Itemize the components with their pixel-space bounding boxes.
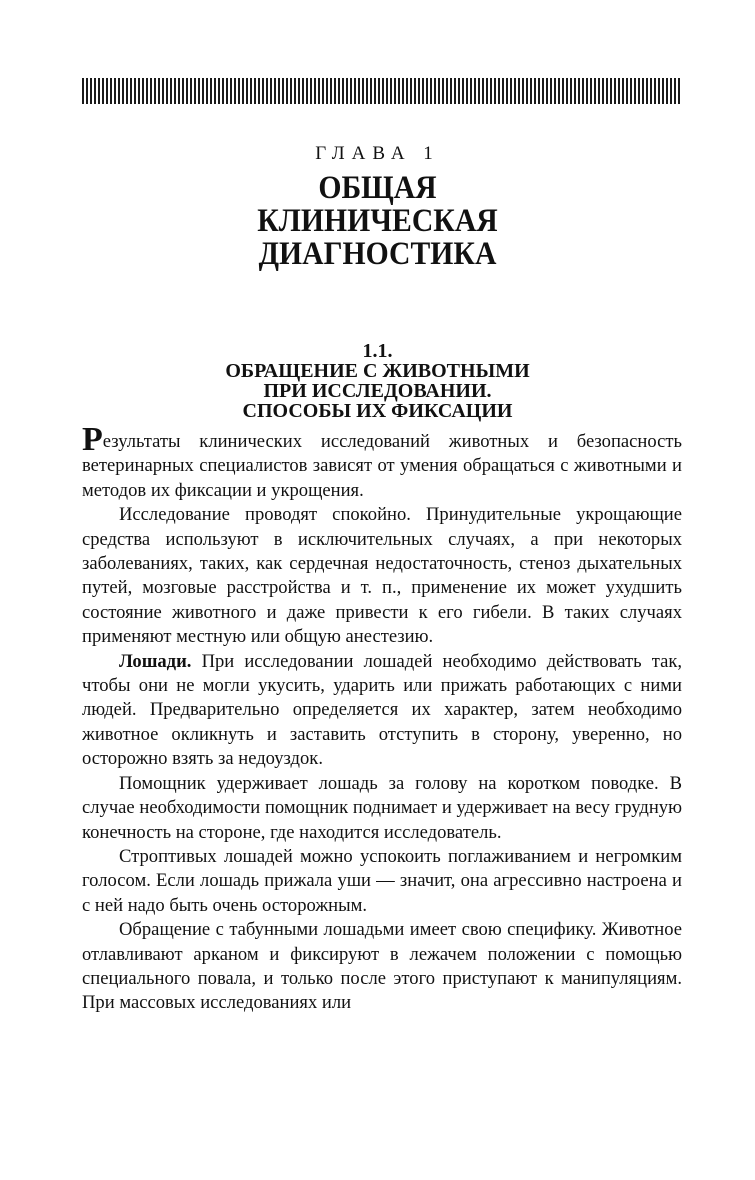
- chapter-title-line: ОБЩАЯ: [318, 170, 437, 206]
- paragraph-text: При исследовании лошадей необходимо действовать так, чтобы они не могли укусить, ударить или прижать работающих с ними людей. Предварительно определяется их характер, затем необходимо животное окликнуть и заставить отступить в сторону, уверенно, но осторожно взять за недоуздок.: [82, 650, 682, 770]
- decorative-rule: [82, 78, 682, 104]
- run-in-heading: Лошади.: [119, 650, 192, 672]
- paragraph: Обращение с табунными лошадьми имеет свою специфику. Животное отлавливают арканом и фиксируют в лежачем положении с помощью специального повала, и только после этого приступают к манипуляциям. При массовых исследованиях или: [82, 919, 682, 1014]
- chapter-label: ГЛАВА 1: [315, 143, 440, 164]
- drop-cap: Р: [82, 421, 103, 458]
- section-number: 1.1.: [362, 340, 393, 362]
- chapter-title-line: ДИАГНОСТИКА: [258, 236, 497, 272]
- paragraph: [82, 421, 682, 503]
- section-heading: [0, 341, 755, 421]
- paragraph: Исследование проводят спокойно. Принудительные укрощающие средства используют в исключительных случаях, а при некоторых заболеваниях, таких, как сердечная недостаточность, стеноз дыхательных путей, мозговые расстройства и т. п., применение их может ухудшить состояние животного и даже привести к его гибели. В таких случаях применяют местную или общую анестезию.: [82, 504, 682, 648]
- body-text: [82, 421, 682, 1016]
- chapter-title: [38, 172, 718, 271]
- section-title-line: ПРИ ИССЛЕДОВАНИИ.: [263, 380, 492, 402]
- paragraph: Помощник удерживает лошадь за голову на коротком поводке. В случае необходимости помощник поднимает и удерживает на весу грудную конечность на стороне, где находится исследователь.: [82, 772, 682, 843]
- section-title-line: СПОСОБЫ ИХ ФИКСАЦИИ: [242, 400, 513, 422]
- paragraph: [82, 650, 682, 772]
- section-title-line: ОБРАЩЕНИЕ С ЖИВОТНЫМИ: [225, 360, 530, 382]
- paragraph: Строптивых лошадей можно успокоить поглаживанием и негромким голосом. Если лошадь прижала уши — значит, она агрессивно настроена и с ней надо быть очень осторожным.: [82, 845, 682, 916]
- paragraph-text: езультаты клинических исследований животных и безопасность ветеринарных специалистов зависят от умения обращаться с животными и методов их фиксации и укрощения.: [82, 431, 682, 501]
- chapter-title-line: КЛИНИЧЕСКАЯ: [257, 203, 498, 239]
